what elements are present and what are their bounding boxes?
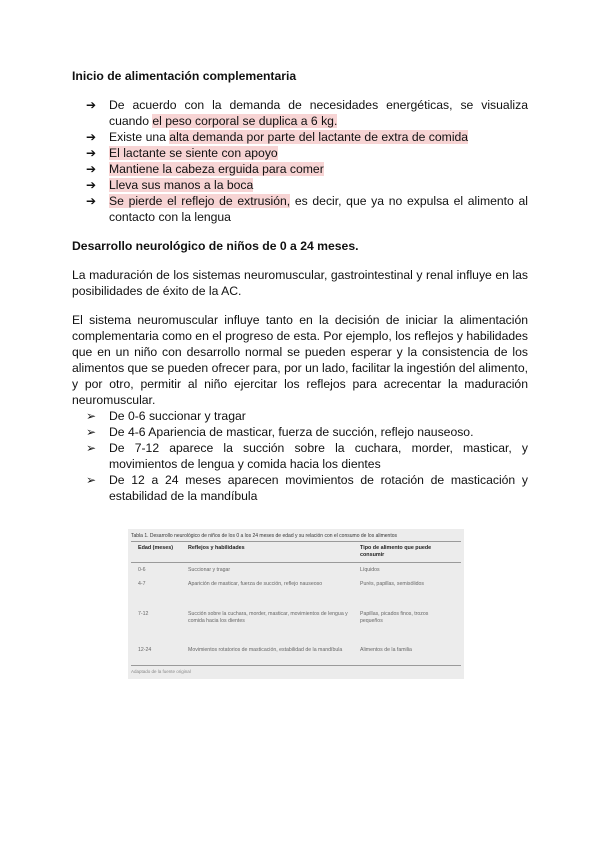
table-cell-food: Purés, papillas, semisólidos — [360, 581, 425, 587]
item-text: De 12 a 24 meses aparecen movimientos de rotación de masticación y estabilidad de la mandíbula — [109, 473, 528, 503]
table-header-food: Tipo de alimento que puede consumir — [360, 545, 432, 558]
arrowhead-bullet-icon: ➢ — [86, 409, 97, 423]
table-caption: Tabla 1. Desarrollo neurológico de niños de los 0 a los 24 meses de edad y su relación con el consumo de los alimentos — [131, 533, 397, 539]
table-rule — [131, 541, 461, 542]
highlighted-text: Se pierde el reflejo de extrusión, — [109, 194, 291, 208]
table-source: Adaptado de la fuente original — [131, 669, 191, 674]
paragraph-maduracion: La maduración de los sistemas neuromuscular, gastrointestinal y renal influye en las posibilidades de éxito de la AC. — [72, 268, 528, 298]
bullet-list-desarrollo — [72, 408, 528, 504]
table-cell-age: 12-24 — [138, 647, 152, 653]
arrow-bullet-icon: ➔ — [86, 98, 97, 112]
bullet-list-inicio — [72, 97, 528, 225]
item-text: Existe una — [109, 130, 170, 144]
list-item — [72, 97, 528, 129]
item-text: De acuerdo con la demanda de necesidades energéticas, se visualiza cuando — [109, 98, 528, 128]
table-cell-food: Papillas, picados finos, trozos pequeños — [360, 611, 429, 624]
table-cell-age: 0-6 — [138, 567, 146, 573]
table-cell-reflexes: Succionar y tragar — [188, 567, 231, 573]
highlighted-text: el peso corporal se duplica a 6 kg. — [152, 114, 338, 128]
highlighted-text: Lleva sus manos a la boca — [109, 178, 254, 192]
paragraph-sistema: El sistema neuromuscular influye tanto en la decisión de iniciar la alimentación complementaria como en el progreso de esta. Por ejemplo, los reflejos y habilidades que en un niño con desarrollo normal se pueden esperar y la consistencia de los alimentos que se pueden ofrecer para, por un lado, facilitar la ingestión del alimento, y por otro, permitir al niño ejercitar los reflejos para acrecentar la maduración neuromuscular. — [72, 313, 528, 407]
table-image-desarrollo — [128, 529, 464, 679]
arrowhead-bullet-icon: ➢ — [86, 441, 97, 455]
section-title-inicio: Inicio de alimentación complementaria — [72, 69, 297, 83]
table-header-reflexes: Reflejos y habilidades — [188, 545, 245, 551]
table-cell-food: Alimentos de la familia — [360, 647, 412, 653]
list-item — [72, 145, 528, 161]
arrow-bullet-icon: ➔ — [86, 162, 97, 176]
table-cell-reflexes: Movimientos rotatorios de masticación, estabilidad de la mandíbula — [188, 647, 343, 653]
arrow-bullet-icon: ➔ — [86, 146, 97, 160]
list-item — [72, 408, 528, 424]
list-item — [72, 440, 528, 472]
list-item — [72, 161, 528, 177]
table-cell-reflexes: Aparición de masticar, fuerza de succión, reflejo nauseoso — [188, 581, 323, 587]
item-text: es decir, que ya no expulsa el alimento al contacto con la lengua — [109, 194, 528, 224]
arrowhead-bullet-icon: ➢ — [86, 473, 97, 487]
item-text: De 4-6 Apariencia de masticar, fuerza de succión, reflejo nauseoso. — [109, 425, 474, 439]
arrowhead-bullet-icon: ➢ — [86, 425, 97, 439]
list-item — [72, 193, 528, 225]
list-item — [72, 424, 528, 440]
document-page — [72, 68, 528, 504]
table-cell-reflexes: Succión sobre la cuchara, morder, masticar, movimientos de lengua y comida hacia los dientes — [188, 611, 348, 624]
list-item — [72, 129, 528, 145]
arrow-bullet-icon: ➔ — [86, 178, 97, 192]
table-cell-age: 4-7 — [138, 581, 146, 587]
arrow-bullet-icon: ➔ — [86, 194, 97, 208]
arrow-bullet-icon: ➔ — [86, 130, 97, 144]
table-cell-age: 7-12 — [138, 611, 149, 617]
table-rule — [131, 562, 461, 563]
item-text: De 0-6 succionar y tragar — [109, 409, 246, 423]
table-rule — [131, 665, 461, 666]
list-item — [72, 472, 528, 504]
section-title-desarrollo: Desarrollo neurológico de niños de 0 a 24 meses. — [72, 239, 359, 253]
table-cell-food: Líquidos — [360, 567, 380, 573]
list-item — [72, 177, 528, 193]
table-header-age: Edad (meses) — [138, 545, 174, 551]
item-text: De 7-12 aparece la succión sobre la cuchara, morder, masticar, y movimientos de lengua y comida hacia los dientes — [109, 441, 528, 471]
highlighted-text: El lactante se siente con apoyo — [109, 146, 278, 160]
highlighted-text: alta demanda por parte del lactante de extra de comida — [169, 130, 469, 144]
highlighted-text: Mantiene la cabeza erguida para comer — [109, 162, 324, 176]
